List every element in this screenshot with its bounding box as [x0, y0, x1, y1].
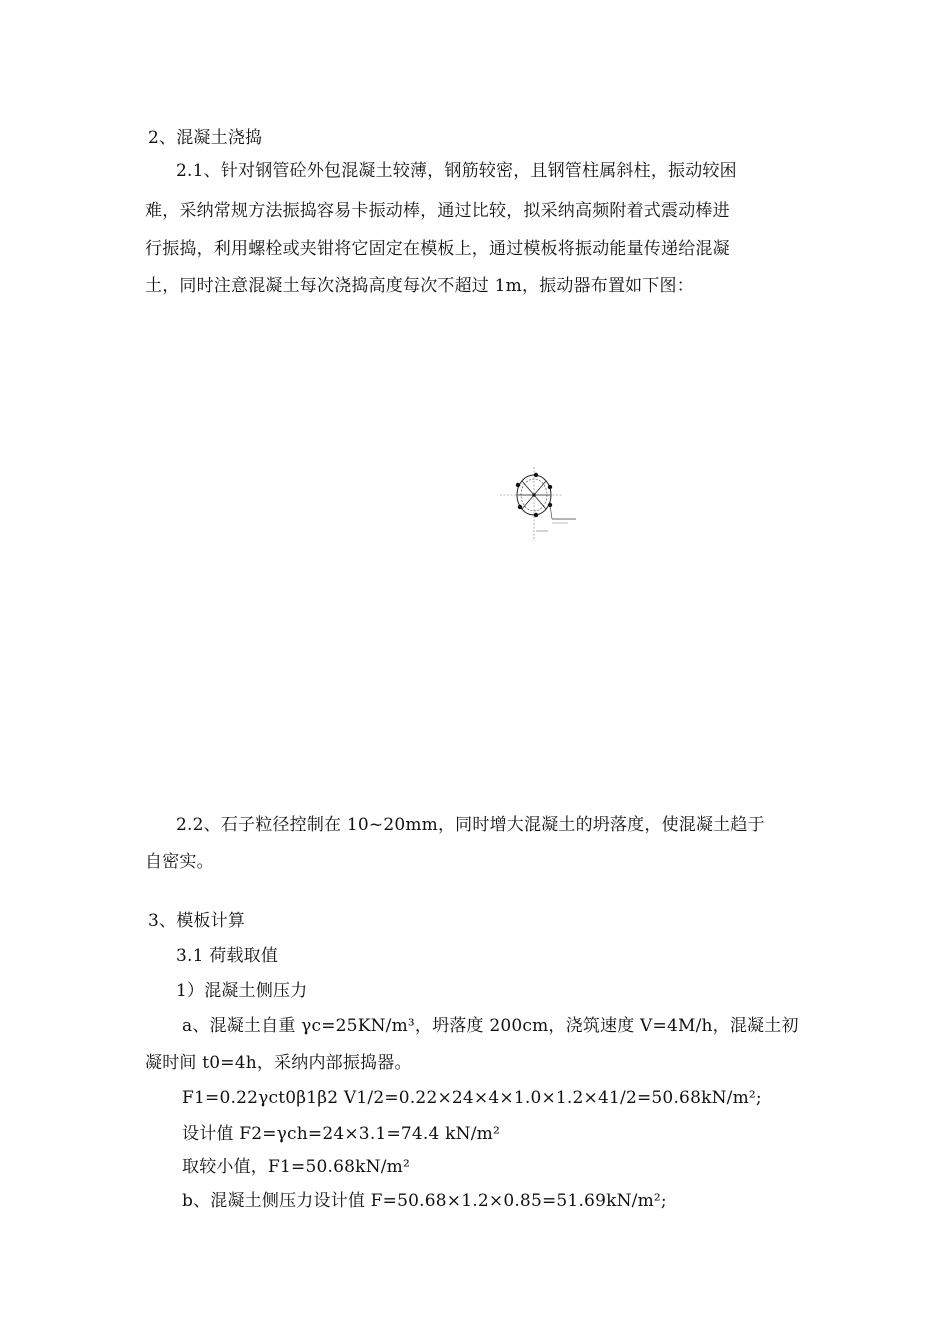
paragraph-2-1-line-2: 难，采纳常规方法振捣容易卡振动棒，通过比较，拟采纳高频附着式震动棒进: [145, 201, 730, 221]
paragraph-2-2-line-2: 自密实。: [145, 852, 214, 872]
item-1-heading: 1）混凝土侧压力: [176, 981, 308, 1001]
paragraph-a-line-2: 凝时间 t0=4h，采纳内部振捣器。: [145, 1053, 412, 1073]
paragraph-b-line: b、混凝土侧压力设计值 F=50.68×1.2×0.85=51.69kN/m²;: [182, 1191, 667, 1211]
paragraph-2-1-line-1: 2.1、针对钢管砼外包混凝土较薄，钢筋较密，且钢管柱属斜柱，振动较困: [176, 161, 737, 181]
formula-f2: 设计值 F2=γch=24×3.1=74.4 kN/m²: [182, 1124, 500, 1144]
paragraph-2-2-line-1: 2.2、石子粒径控制在 10~20mm，同时增大混凝土的坍落度，使混凝土趋于: [176, 815, 765, 835]
vibrator-layout-figure: [496, 465, 592, 545]
section-2-heading: 2、混凝土浇捣: [148, 128, 263, 148]
subsection-3-1-heading: 3.1 荷载取值: [176, 946, 279, 966]
paragraph-2-1-line-3: 行振捣，利用螺栓或夹钳将它固定在模板上，通过模板将振动能量传递给混凝: [145, 239, 730, 259]
paragraph-a-line-1: a、混凝土自重 γc=25KN/m³，坍落度 200cm，浇筑速度 V=4M/h，混凝土初: [182, 1016, 799, 1036]
paragraph-2-1-line-4: 土，同时注意混凝土每次浇捣高度每次不超过 1m，振动器布置如下图：: [145, 276, 694, 296]
min-value-line: 取较小值，F1=50.68kN/m²: [182, 1157, 410, 1177]
formula-f1: F1=0.22γct0β1β2 V1/2=0.22×24×4×1.0×1.2×41/2=50.68kN/m²;: [182, 1088, 762, 1108]
section-3-heading: 3、模板计算: [148, 911, 246, 931]
